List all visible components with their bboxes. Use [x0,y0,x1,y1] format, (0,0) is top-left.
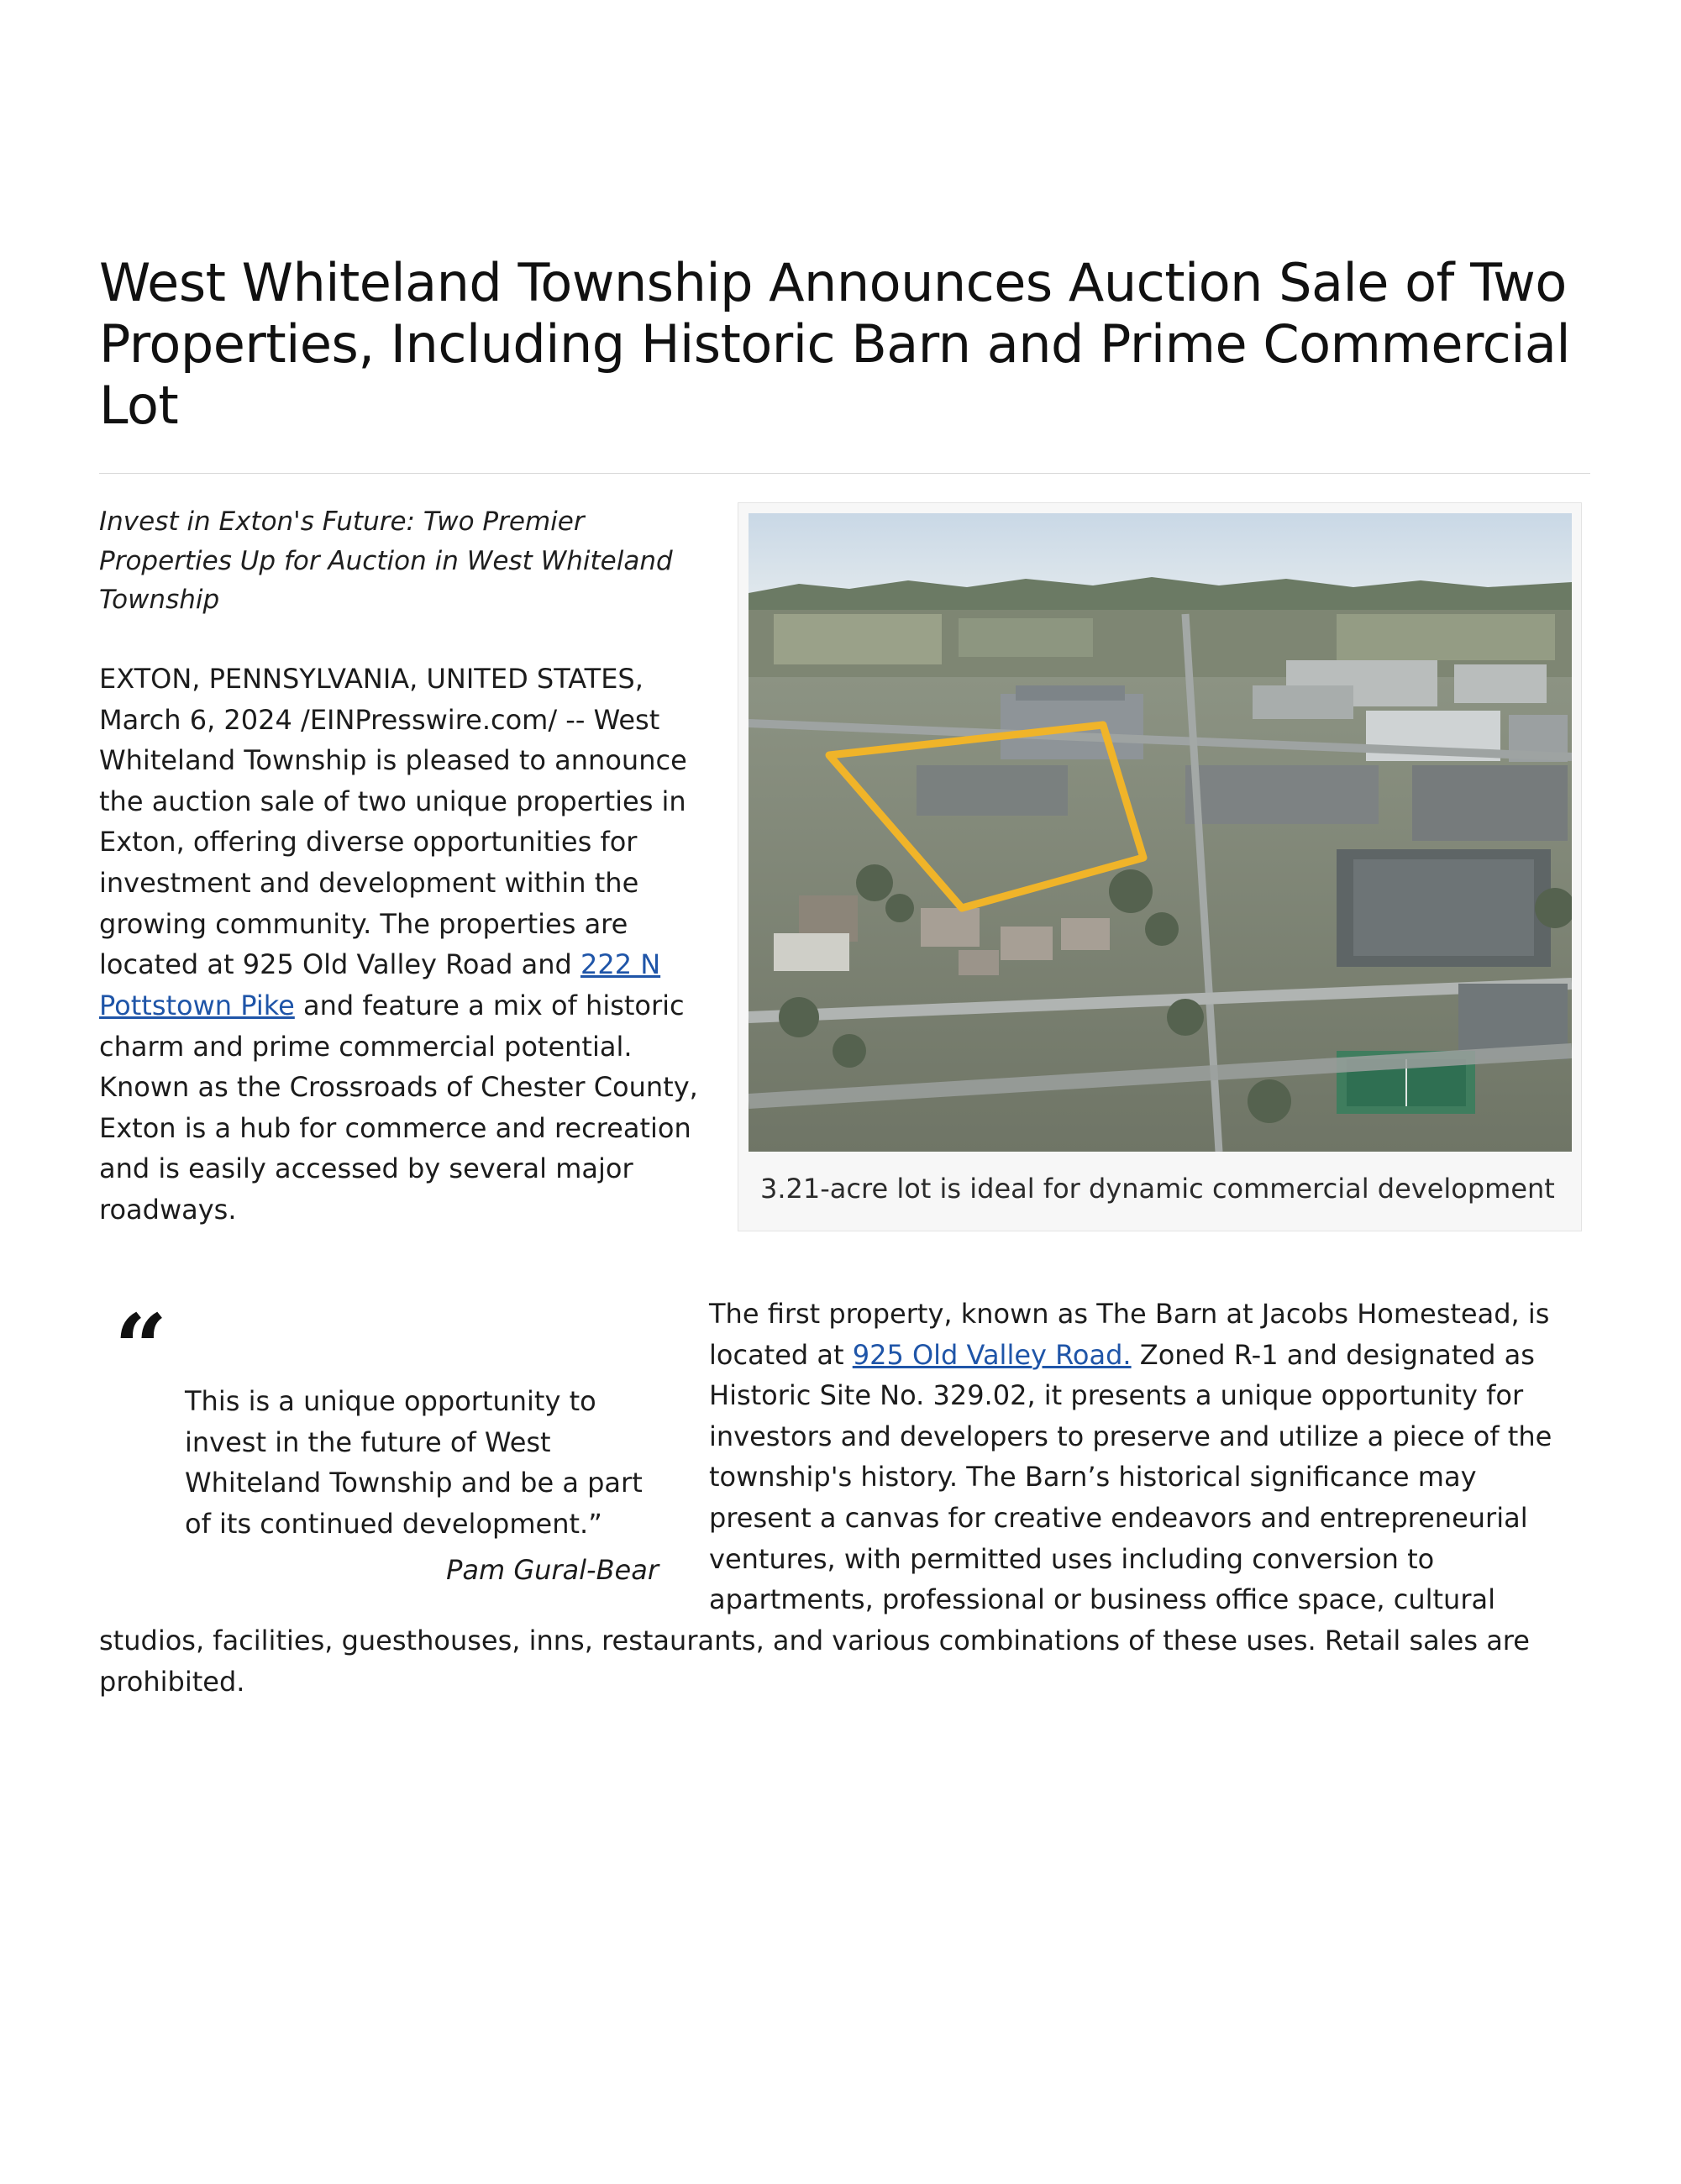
quote-mark-icon: “ [114,1293,168,1402]
page-title: West Whiteland Township Announces Auction Sale of Two Properties, Including Historic Barn and Prime Commercial Lot [99,252,1571,437]
title-divider [99,473,1590,474]
pull-quote-attribution: Pam Gural-Bear [446,1554,659,1587]
mid-section [99,1247,1582,1702]
pull-quote-text: This is a unique opportunity to invest in the future of West Whiteland Township and be a part of its continued development.” [185,1384,643,1540]
link-222-n-pottstown-pike[interactable]: 222 N Pottstown Pike [99,948,661,1021]
aerial-photo-graphic [749,513,1572,1152]
aerial-photo [749,513,1572,1152]
figure-caption: 3.21-acre lot is ideal for dynamic commercial development [760,1173,1555,1205]
dateline-text-a: EXTON, PENNSYLVANIA, UNITED STATES, March 6, 2024 /EINPresswire.com/ -- West Whiteland Township is pleased to announce the auction sale of two unique properties in Exton, offering diverse opportunities for investment and development within the growing community. The properties are located at 925 Old Valley Road and [99,662,687,981]
link-925-old-valley-road[interactable]: 925 Old Valley Road. [852,1338,1132,1371]
paragraph2-text-b: Zoned R-1 and designated as Historic Site No. 329.02, it presents a unique opportunity for investors and developers to preserve and utilize a piece of the township's history. The Barn’s historical significance may present a canvas for creative endeavors and entrepreneurial ventures, with permitted uses including conversion to apartments, professional or business office space, cultural studios, facilities, guesthouses, inns, restaurants, and various combinations of these uses. Retail sales are prohibited. [99,1338,1552,1698]
pull-quote [99,1293,670,1587]
top-section [99,502,1582,1230]
article-subtitle: Invest in Exton's Future: Two Premier Properties Up for Auction in West Whiteland Township [99,507,673,616]
article-figure [738,502,1582,1231]
paragraph2-text-a: The first property, known as The Barn at Jacobs Homestead, is located at [709,1297,1550,1371]
dateline-text-b: and feature a mix of historic charm and prime commercial potential. Known as the Crossroads of Chester County, Exton is a hub for commerce and recreation and is easily accessed by several major roadways. [99,989,698,1226]
